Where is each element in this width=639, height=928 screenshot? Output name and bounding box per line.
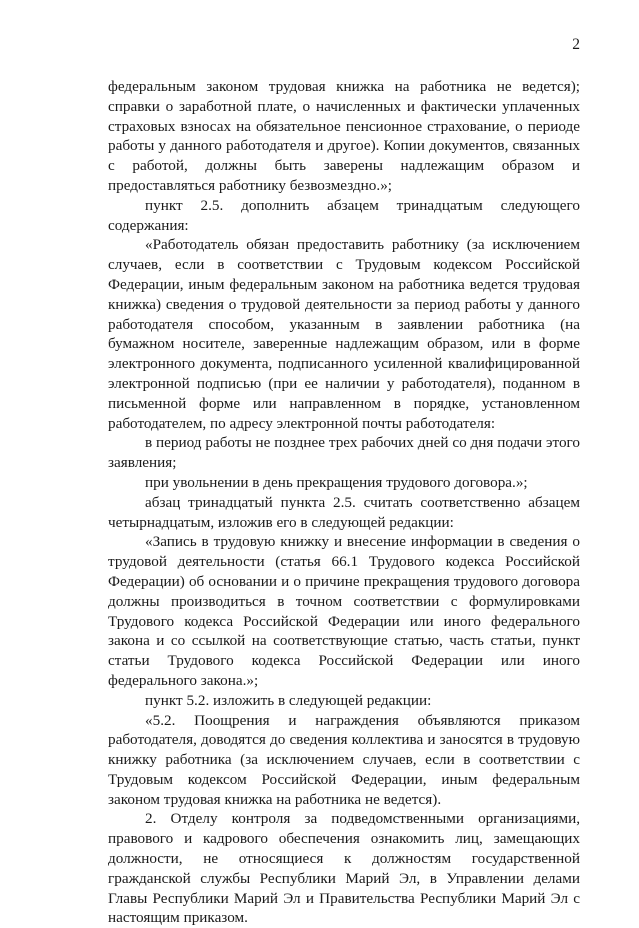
paragraph: пункт 2.5. дополнить абзацем тринадцатым следующего содержания:	[108, 196, 580, 234]
paragraph: пункт 5.2. изложить в следующей редакции:	[145, 691, 432, 709]
paragraph: 2. Отделу контроля за подведомственными организациями, правового и кадрового обеспечения ознакомить лиц, замещающих должности, не относящиеся к должностям государственной гражданской службы Республики Марий Эл, в Управлении делами Главы Республики Марий Эл и Правительства Республики Марий Эл с настоящим приказом.	[108, 810, 580, 927]
paragraph: «Запись в трудовую книжку и внесение информации в сведения о трудовой деятельности (статья 66.1 Трудового кодекса Российской Федерации) об основании и о причине прекращения трудового договора должны производиться в точном соответствии с формулировками Трудового кодекса Российской Федерации или иного федерального закона и со ссылкой на соответствующие статью, часть статьи, пункт статьи Трудового кодекса Российской Федерации или иного федерального закона.»;	[108, 533, 580, 689]
paragraph: абзац тринадцатый пункта 2.5. считать соответственно абзацем четырнадцатым, изложив его в следующей редакции:	[108, 493, 580, 531]
document-body	[108, 77, 580, 928]
page-number: 2	[572, 36, 580, 53]
paragraph: федеральным законом трудовая книжка на работника не ведется); справки о заработной плате, о начисленных и фактически уплаченных страховых взносах на обязательное пенсионное страхование, о периоде работы у данного работодателя и другое). Копии документов, связанных с работой, должны быть заверены надлежащим образом и предоставляться работнику безвозмездно.»;	[108, 78, 580, 194]
paragraph: «5.2. Поощрения и награждения объявляются приказом работодателя, доводятся до сведения коллектива и заносятся в трудовую книжку работника (за исключением случаев, если в соответствии с Трудовым кодексом Российской Федерации, иным федеральным законом трудовая книжка на работника не ведется).	[108, 711, 580, 808]
paragraph: в период работы не позднее трех рабочих дней со дня подачи этого заявления;	[108, 434, 580, 472]
paragraph: «Работодатель обязан предоставить работнику (за исключением случаев, если в соответствии с Трудовым кодексом Российской Федерации, иным федеральным законом на работника ведется трудовая книжка) сведения о трудовой деятельности за период работы у данного работодателя способом, указанным в заявлении работника (на бумажном носителе, заверенные надлежащим образом, или в форме электронного документа, подписанного усиленной квалифицированной электронной подписью (при ее наличии у работодателя), поданном в письменной форме или направленном в порядке, установленном работодателем, по адресу электронной почты работодателя:	[108, 236, 580, 432]
paragraph: при увольнении в день прекращения трудового договора.»;	[145, 473, 528, 491]
